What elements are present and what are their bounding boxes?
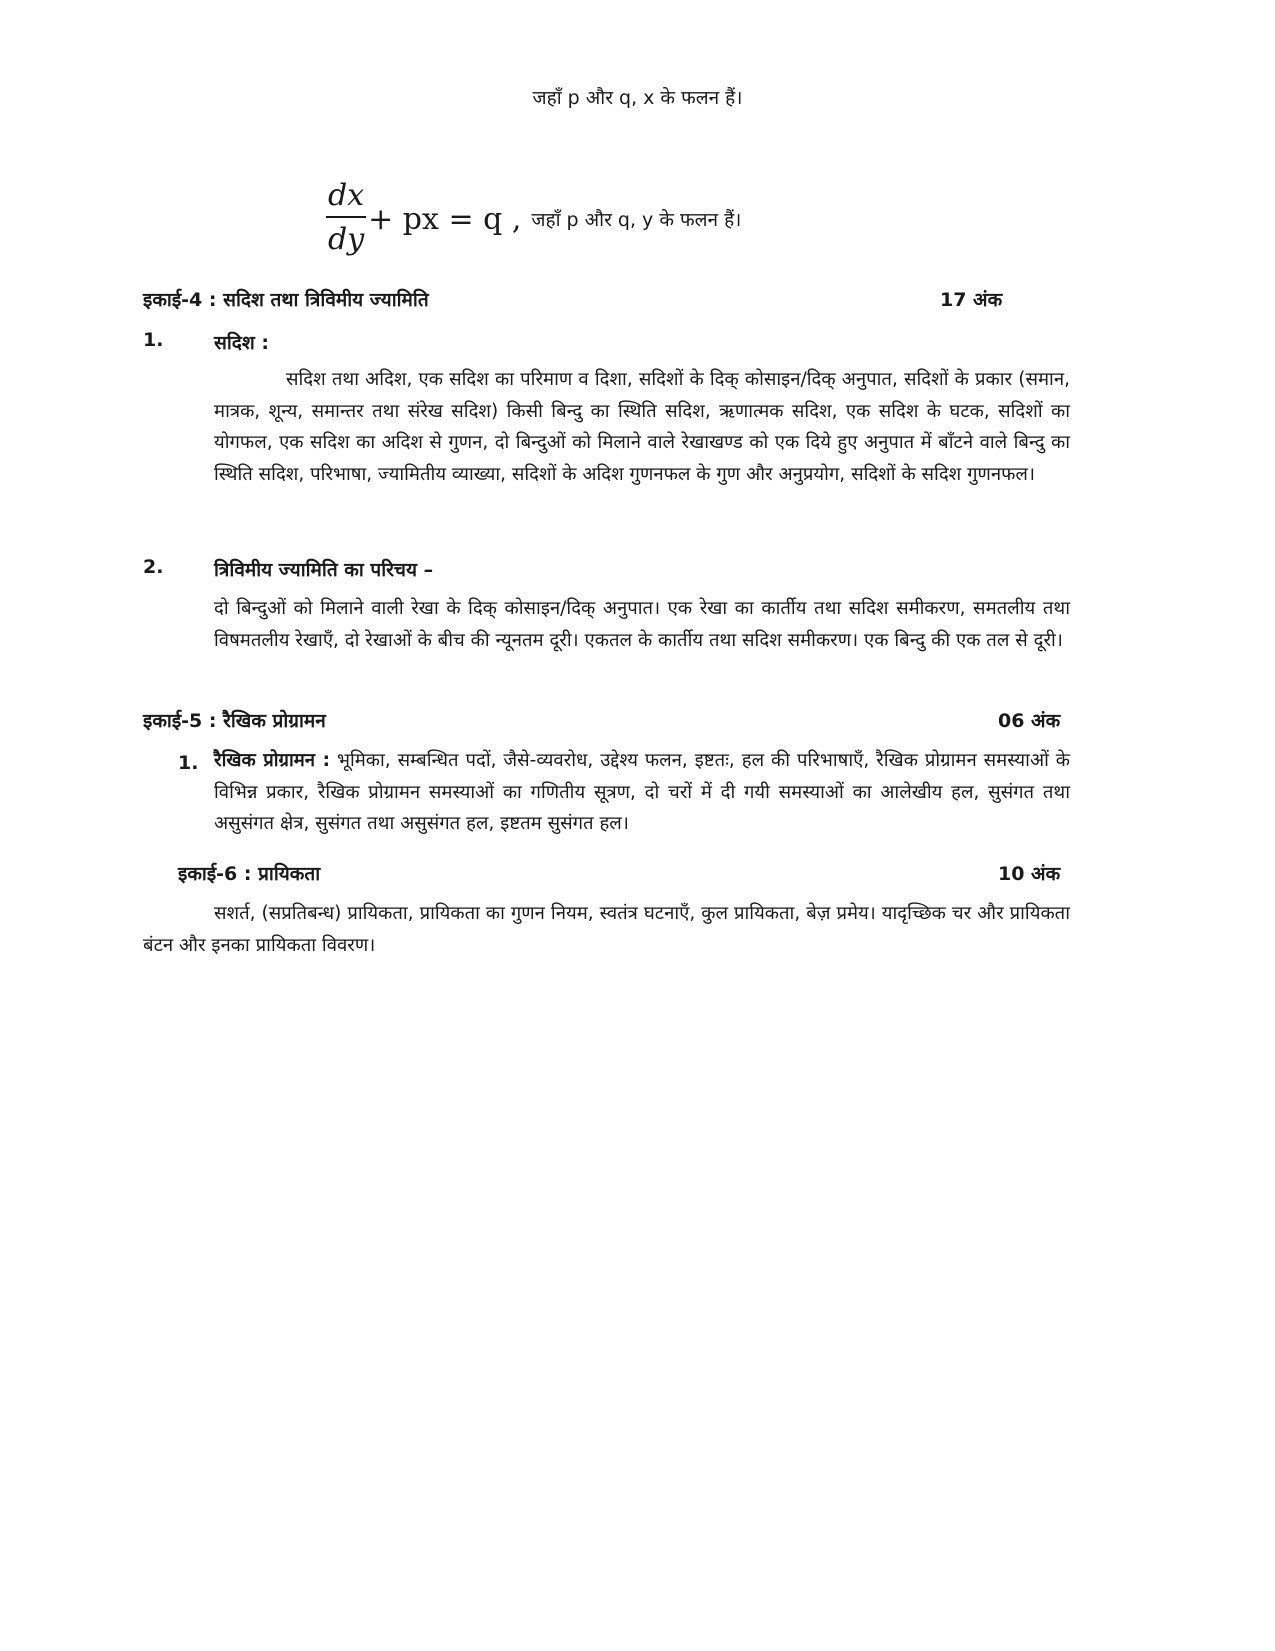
unit4-title: इकाई-4 : सदिश तथा त्रिविमीय ज्यामिति (143, 289, 429, 311)
unit4-item1-title: सदिश : (214, 332, 269, 354)
unit5-marks: 06 अंक (998, 710, 1061, 732)
unit4-item2-number: 2. (143, 556, 164, 578)
unit5-item1-text: भूमिका, सम्बन्धित पदों, जैसे-व्यवरोध, उद्देश्य फलन, इष्टतः, हल की परिभाषाएँ, रैखिक प्रोग्रामन समस्याओं के विभिन्न प्रकार, रैखिक प्रोग्रामन समस्याओं का गणितीय सूत्रण, दो चरों में दी गयी समस्याओं का आलेखीय हल, सुसंगत तथा असुसंगत क्षेत्र, सुसंगत तथा असुसंगत हल, इष्टतम सुसंगत हल। (214, 750, 1070, 834)
unit6-title: इकाई-6 : प्रायिकता (178, 863, 321, 885)
unit4-item2-title: त्रिविमीय ज्यामिति का परिचय – (214, 559, 434, 581)
equation-rest: + px = q , (368, 201, 522, 237)
unit4-item2-text: दो बिन्दुओं को मिलाने वाली रेखा के दिक् कोसाइन/दिक् अनुपात। एक रेखा का कार्तीय तथा सदिश समीकरण, समतलीय तथा विषमतलीय रेखाएँ, दो रेखाओं के बीच की न्यूनतम दूरी। एकतल के कार्तीय तथा सदिश समीकरण। एक बिन्दु की एक तल से दूरी। (214, 598, 1070, 651)
unit4-item1-number: 1. (143, 329, 164, 351)
differential-equation (326, 178, 741, 260)
unit5-item1-paragraph (214, 745, 1070, 840)
unit6-text: सशर्त, (सप्रतिबन्ध) प्रायिकता, प्रायिकता का गुणन नियम, स्वतंत्र घटनाएँ, कुल प्रायिकता, बेज़ प्रमेय। यादृच्छिक चर और प्रायिकता बंटन और इनका प्रायिकता विवरण। (143, 903, 1070, 956)
fraction (326, 178, 366, 260)
unit6-marks: 10 अंक (998, 863, 1061, 885)
equation-note: जहाँ p और q, y के फलन हैं। (531, 209, 742, 231)
unit5-item1-title: रैखिक प्रोग्रामन : (214, 750, 330, 771)
fraction-numerator: dx (326, 178, 366, 218)
fraction-denominator: dy (327, 222, 365, 257)
unit4-item1-text: सदिश तथा अदिश, एक सदिश का परिमाण व दिशा, सदिशों के दिक् कोसाइन/दिक् अनुपात, सदिशों के प्रकार (समान, मात्रक, शून्य, समान्तर तथा संरेख सदिश) किसी बिन्दु का स्थिति सदिश, ऋणात्मक सदिश, एक सदिश के घटक, सदिशों का योगफल, एक सदिश का अदिश से गुणन, दो बिन्दुओं को मिलाने वाले रेखाखण्ड को एक दिये हुए अनुपात में बाँटने वाले बिन्दु का स्थिति सदिश, परिभाषा, ज्यामितीय व्याख्या, सदिशों के अदिश गुणनफल के गुण और अनुप्रयोग, सदिशों के सदिश गुणनफल। (214, 369, 1070, 485)
unit4-marks: 17 अंक (940, 289, 1003, 311)
intro-line: जहाँ p और q, x के फलन हैं। (532, 87, 743, 109)
unit5-item1-number: 1. (178, 752, 199, 774)
unit5-title: इकाई-5 : रैखिक प्रोग्रामन (143, 710, 326, 732)
